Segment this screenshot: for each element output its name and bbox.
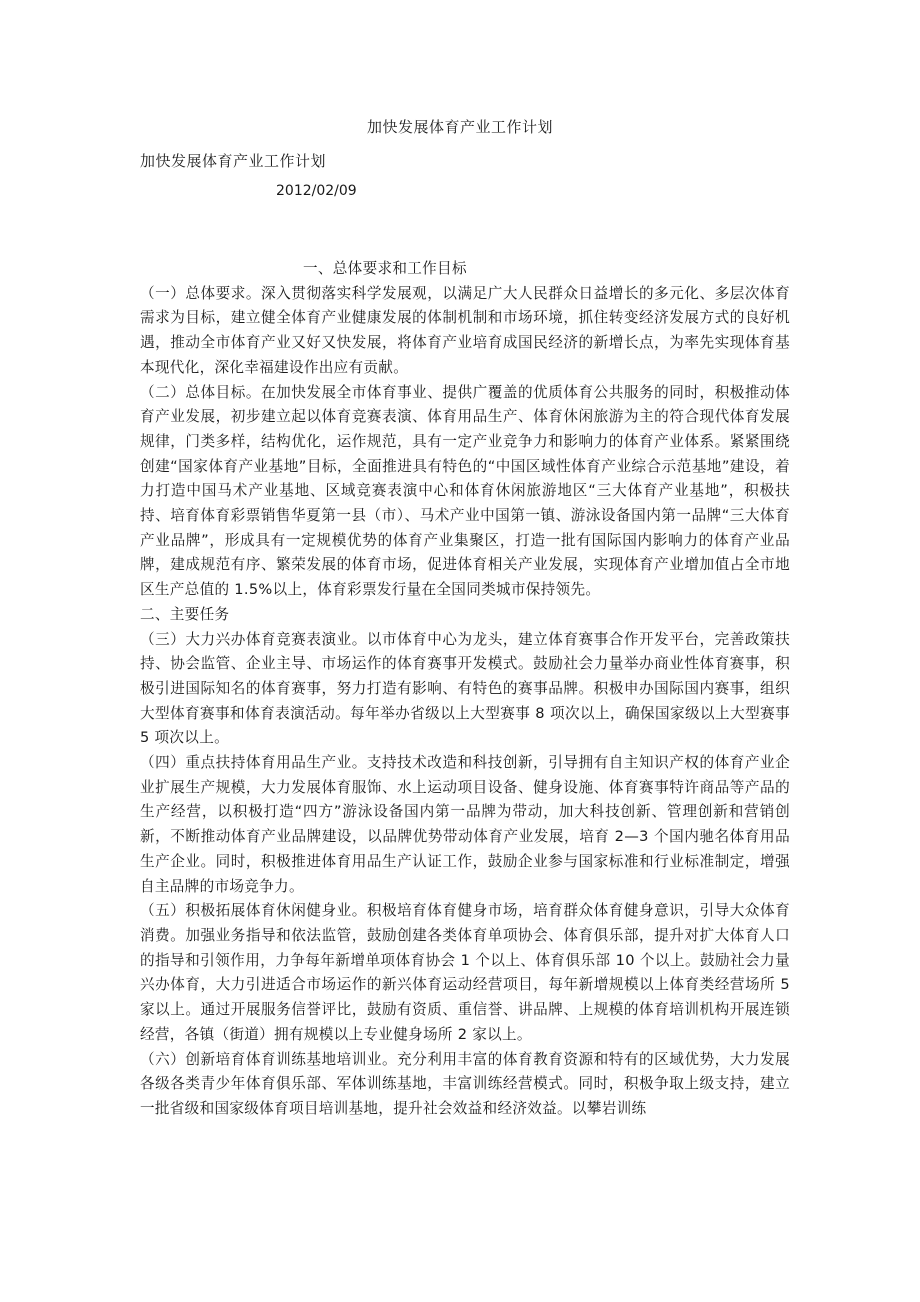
document-subtitle: 加快发展体育产业工作计划 xyxy=(140,152,327,170)
document-date: 2012/02/09 xyxy=(276,183,357,199)
paragraph-leisure-fitness: （五）积极拓展体育休闲健身业。积极培育体育健身市场，培育群众体育健身意识，引导大众体育消费。加强业务指导和依法监管，鼓励创建各类体育单项协会、体育俱乐部，提升对扩大体育人口的指导和引领作用，力争每年新增单项体育协会 1 个以上、体育俱乐部 10 个以上。鼓励社会力量兴办体育，大力引进适合市场运作的新兴体育运动经营项目，每年新增规模以上体育类经营场所 5 家以上。通过开展服务信誉评比，鼓励有资质、重信誉、讲品牌、上规模的体育培训机构开展连锁经营，各镇（街道）拥有规模以上专业健身场所 2 家以上。 xyxy=(140,902,790,1043)
document-body xyxy=(140,257,790,1122)
paragraph-competition-industry: （三）大力兴办体育竞赛表演业。以市体育中心为龙头，建立体育赛事合作开发平台，完善政策扶持、协会监管、企业主导、市场运作的体育赛事开发模式。鼓励社会力量举办商业性体育赛事，积极引进国际知名的体育赛事，努力打造有影响、有特色的赛事品牌。积极申办国际国内赛事，组织大型体育赛事和体育表演活动。每年举办省级以上大型赛事 8 项次以上，确保国家级以上大型赛事 5 项次以上。 xyxy=(140,630,790,747)
paragraph-general-requirements: （一）总体要求。深入贯彻落实科学发展观，以满足广大人民群众日益增长的多元化、多层次体育需求为目标，建立健全体育产业健康发展的体制机制和市场环境，抓住转变经济发展方式的良好机遇，推动全市体育产业又好又快发展，将体育产业培育成国民经济的新增长点，为率先实现体育基本现代化，深化幸福建设作出应有贡献。 xyxy=(140,284,790,376)
paragraph-training-bases: （六）创新培育体育训练基地培训业。充分利用丰富的体育教育资源和特有的区域优势，大力发展各级各类青少年体育俱乐部、军体训练基地，丰富训练经营模式。同时，积极争取上级支持，建立一批省级和国家级体育项目培训基地，提升社会效益和经济效益。以攀岩训练 xyxy=(140,1050,790,1117)
section-heading-1: 一、总体要求和工作目标 xyxy=(303,260,467,277)
paragraph-sporting-goods: （四）重点扶持体育用品生产业。支持技术改造和科技创新，引导拥有自主知识产权的体育产业企业扩展生产规模，大力发展体育服饰、水上运动项目设备、健身设施、体育赛事特许商品等产品的生产经营，以积极打造“四方”游泳设备国内第一品牌为带动，加大科技创新、管理创新和营销创新，不断推动体育产业品牌建设，以品牌优势带动体育产业发展，培育 2—3 个国内驰名体育用品生产企业。同时，积极推进体育用品生产认证工作，鼓励企业参与国家标准和行业标准制定，增强自主品牌的市场竞争力。 xyxy=(140,754,790,895)
paragraph-general-goals: （二）总体目标。在加快发展全市体育事业、提供广覆盖的优质体育公共服务的同时，积极推动体育产业发展，初步建立起以体育竞赛表演、体育用品生产、体育休闲旅游为主的符合现代体育发展规律，门类多样，结构优化，运作规范，具有一定产业竞争力和影响力的体育产业体系。紧紧围绕创建“国家体育产业基地”目标，全面推进具有特色的“中国区域性体育产业综合示范基地”建设，着力打造中国马术产业基地、区域竞赛表演中心和体育休闲旅游地区“三大体育产业基地”，积极扶持、培育体育彩票销售华夏第一县（市）、马术产业中国第一镇、游泳设备国内第一品牌“三大体育产业品牌”，形成具有一定规模优势的体育产业集聚区，打造一批有国际国内影响力的体育产业品牌，建成规范有序、繁荣发展的体育市场，促进体育相关产业发展，实现体育产业增加值占全市地区生产总值的 1.5%以上，体育彩票发行量在全国同类城市保持领先。 xyxy=(140,383,790,599)
document-title: 加快发展体育产业工作计划 xyxy=(366,118,553,136)
section-heading-2: 二、主要任务 xyxy=(140,605,230,623)
